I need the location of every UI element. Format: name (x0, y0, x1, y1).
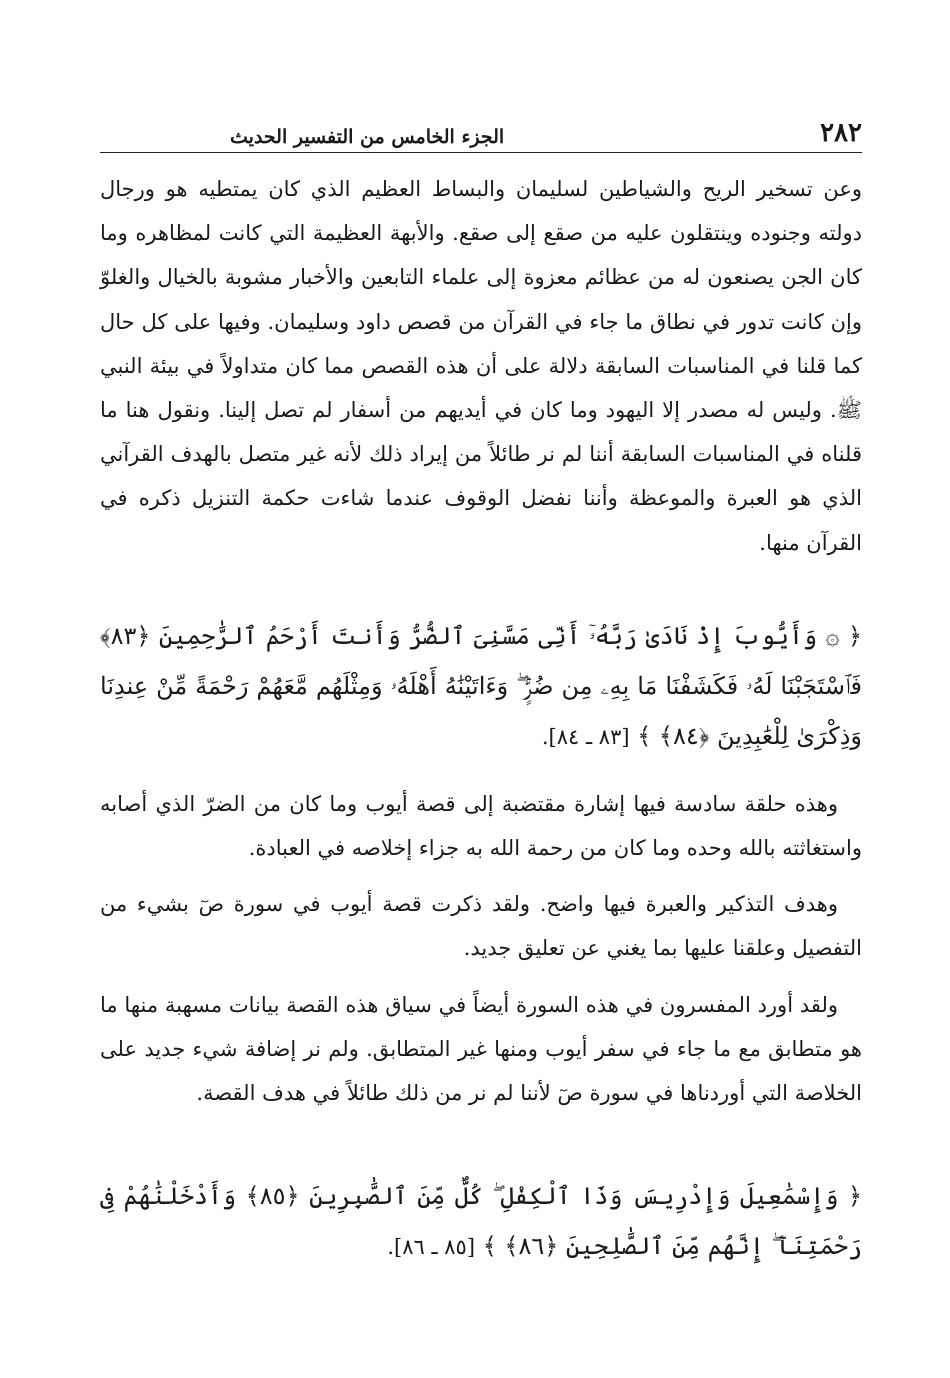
paragraph: وهدف التذكير والعبرة فيها واضح. ولقد ذكرت قصة أيوب في سورة صٓ بشيء من التفصيل وعلقنا عليها بما يغني عن تعليق جديد. (100, 892, 862, 961)
page-header (100, 108, 862, 153)
paragraph: وهذه حلقة سادسة فيها إشارة مقتضبة إلى قصة أيوب وما كان من الضرّ الذي أصابه واستغاثته بالله وحده وما كان من رحمة الله به جزاء إخلاصه في العبادة. (100, 791, 862, 861)
paragraph: ولقد أورد المفسرون في هذه السورة أيضاً في سياق هذه القصة بيانات مسهبة منها ما هو متطابق مع ما جاء في سفر أيوب ومنها غير المتطابق. ولم نر إضافة شيء جديد على الخلاصة التي أوردناها في سورة صٓ لأننا لم نر من ذلك طائلاً في هدف القصة. (100, 992, 862, 1106)
main-text (100, 167, 862, 565)
quran-verse: ﴿ وَإِسْمَٰعِيلَ وَإِدْرِيسَ وَذَا ٱلْكِفْلِ ۖ كُلٌّ مِّنَ ٱلصَّٰبِرِينَ ﴿٨٥﴾ وَأَدْخَلْنَٰهُمْ فِى رَحْمَتِنَآ ۖ إِنَّهُم مِّنَ ٱلصَّٰلِحِينَ ﴿٨٦﴾ ﴾ (100, 1182, 863, 1261)
verse-reference: [٨٥ ـ ٨٦]. (387, 1235, 476, 1260)
quran-verse: ﴿ ۞ وَأَيُّوبَ إِذْ نَادَىٰ رَبَّهُۥٓ أَنِّى مَسَّنِىَ ٱلضُّرُّ وَأَنتَ أَرْحَمُ ٱلرَّٰحِمِينَ ﴿٨٣﴾ فَٱسْتَجَبْنَا لَهُۥ فَكَشَفْنَا مَا بِهِۦ مِن ضُرٍّۢ ۖ وَءَاتَيْنَٰهُ أَهْلَهُۥ وَمِثْلَهُم مَّعَهُمْ رَحْمَةً مِّنْ عِندِنَا وَذِكْرَىٰ لِلْعَٰبِدِينَ ﴿٨٤﴾ ﴾ (100, 621, 862, 750)
quran-verse-block (100, 1171, 862, 1272)
page-number: ٢٨٢ (820, 118, 862, 148)
running-title: الجزء الخامس من التفسير الحديث (230, 126, 505, 148)
verse-reference: [٨٣ ـ ٨٤]. (541, 724, 630, 749)
page (100, 108, 862, 1272)
paragraph: وعن تسخير الريح والشياطين لسليمان والبساط العظيم الذي كان يمتطيه هو ورجال دولته وجنوده وينتقلون عليه من صقع إلى صقع. والأبهة العظيمة التي كانت لمظاهره وما كان الجن يصنعون له من عظائم معزوة إلى علماء التابعين والأخبار مشوبة بالخيال والغلوّ وإن كانت تدور في نطاق ما جاء في القرآن من قصص داود وسليمان. وفيها على كل حال كما قلنا في المناسبات السابقة دلالة على أن هذه القصص مما كان متداولاً في بيئة النبي ﷺ. وليس له مصدر إلا اليهود وما كان في أيديهم من أسفار لم تصل إلينا. ونقول هنا ما قلناه في المناسبات السابقة أننا لم نر طائلاً من إيراد ذلك لأنه غير متصل بالهدف القرآني الذي هو العبرة والموعظة وأننا نفضل الوقوف عندما شاءت حكمة التنزيل ذكره في القرآن منها. (100, 177, 862, 555)
quran-verse-block (100, 611, 862, 762)
commentary-text (100, 782, 862, 1115)
